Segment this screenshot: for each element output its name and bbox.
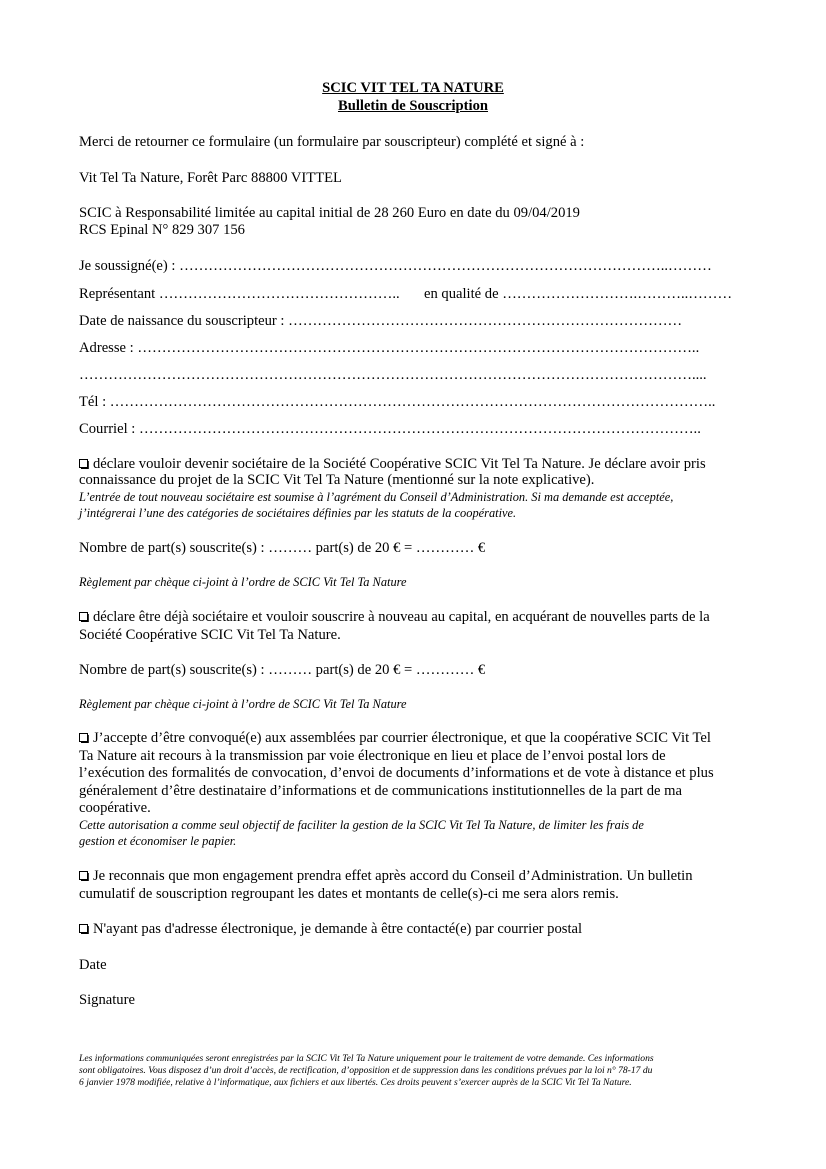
new-member-payment-note: Règlement par chèque ci-joint à l’ordre de SCIC Vit Tel Ta Nature [79,575,407,589]
phone-field[interactable]: Tél : …………………………………………………………………………………………………………….. [79,394,716,410]
rcs-number: RCS Epinal N° 829 307 156 [79,222,245,238]
birthdate-field[interactable]: Date de naissance du souscripteur : ……………………………………………………………………… [79,313,683,329]
existing-member-text-line2: Société Coopérative SCIC Vit Tel Ta Nature. [79,627,341,643]
electronic-convocation-line1: J’accepte d’être convoqué(e) aux assemblées par courrier électronique, et que la coopérative SCIC Vit Tel [93,730,711,746]
address-field[interactable]: Adresse : …………………………………………………………………………………………………….. [79,340,700,356]
new-member-shares-field[interactable]: Nombre de part(s) souscrite(s) : ……… part(s) de 20 € = ………… € [79,540,486,556]
footer-line1: Les informations communiquées seront enregistrées par la SCIC Vit Tel Ta Nature uniquement pour le traitement de votre demande. Ces informations [79,1053,654,1064]
signature-label[interactable]: Signature [79,992,135,1008]
legal-capital-line: SCIC à Responsabilité limitée au capital initial de 28 260 Euro en date du 09/04/2019 [79,205,580,221]
electronic-convocation-line4: généralement d’être destinataire d’informations et de communications institutionnelles de la part de ma [79,783,683,799]
option-postal-contact [79,921,582,938]
electronic-convocation-line5: coopérative. [79,800,151,816]
electronic-convocation-checkbox[interactable] [79,733,89,743]
soussigne-field[interactable]: Je soussigné(e) : ………………………………………………………………………………………..……… [79,258,712,274]
representant-field[interactable]: Représentant ………………………………………….. [79,286,400,302]
new-member-note-line1: L’entrée de tout nouveau sociétaire est soumise à l’agrément du Conseil d’Administration. Si ma demande est acceptée, [79,490,674,504]
electronic-convocation-line2: Ta Nature ait recours à la transmission par voie électronique en lieu et place de l’envoi postal lors de [79,748,666,764]
document-title: SCIC VIT TEL TA NATURE [322,80,504,96]
commitment-checkbox[interactable] [79,871,89,881]
option-electronic-convocation [79,730,711,747]
commitment-line2: cumulatif de souscription regroupant les dates et montants de celle(s)-ci me sera alors remis. [79,886,619,902]
new-member-checkbox[interactable] [79,459,89,469]
new-member-text-line2: connaissance du projet de la SCIC Vit Tel Ta Nature (mentionné sur la note explicative). [79,472,595,488]
electronic-convocation-line3: l’exécution des formalités de convocation, d’envoi de documents d’informations et de vote à distance et plus [79,765,714,781]
qualite-field[interactable]: en qualité de ……………………….………..……… [424,286,733,302]
new-member-note-line2: j’intégrerai l’une des catégories de sociétaires définies par les statuts de la coopérative. [79,506,517,520]
footer-line3: 6 janvier 1978 modifiée, relative à l’informatique, aux fichiers et aux libertés. Ces droits peuvent s’exercer auprès de la SCIC Vit Tel Ta Nature. [79,1077,632,1088]
document-subtitle: Bulletin de Souscription [337,98,489,114]
electronic-convocation-note-line2: gestion et économiser le papier. [79,834,237,848]
footer-line2: sont obligatoires. Vous disposez d’un droit d’accès, de rectification, d’opposition et de suppression dans les conditions prévues par la loi n° 78-17 du [79,1065,653,1076]
address-field-line2[interactable]: ……………………………………………………………………………………………………………….... [79,367,707,383]
postal-contact-checkbox[interactable] [79,924,89,934]
return-address: Vit Tel Ta Nature, Forêt Parc 88800 VITTEL [79,170,342,186]
email-field[interactable]: Courriel : …………………………………………………………………………………………………….. [79,421,701,437]
option-new-member [79,456,706,473]
option-commitment [79,868,693,885]
electronic-convocation-note-line1: Cette autorisation a comme seul objectif de faciliter la gestion de la SCIC Vit Tel Ta Nature, de limiter les frais de [79,818,644,832]
commitment-line1: Je reconnais que mon engagement prendra effet après accord du Conseil d’Administration. Un bulletin [93,868,693,884]
postal-contact-text: N'ayant pas d'adresse électronique, je demande à être contacté(e) par courrier postal [93,921,583,937]
existing-member-text-line1: déclare être déjà sociétaire et vouloir souscrire à nouveau au capital, en acquérant de nouvelles parts de la [93,609,710,625]
existing-member-payment-note: Règlement par chèque ci-joint à l’ordre de SCIC Vit Tel Ta Nature [79,697,407,711]
existing-member-checkbox[interactable] [79,612,89,622]
existing-member-shares-field[interactable]: Nombre de part(s) souscrite(s) : ……… part(s) de 20 € = ………… € [79,662,486,678]
option-existing-member [79,609,710,626]
return-instruction: Merci de retourner ce formulaire (un formulaire par souscripteur) complété et signé à : [79,134,585,150]
date-label[interactable]: Date [79,957,107,973]
new-member-text-line1: déclare vouloir devenir sociétaire de la Société Coopérative SCIC Vit Tel Ta Nature. Je déclare avoir pris [93,456,706,472]
